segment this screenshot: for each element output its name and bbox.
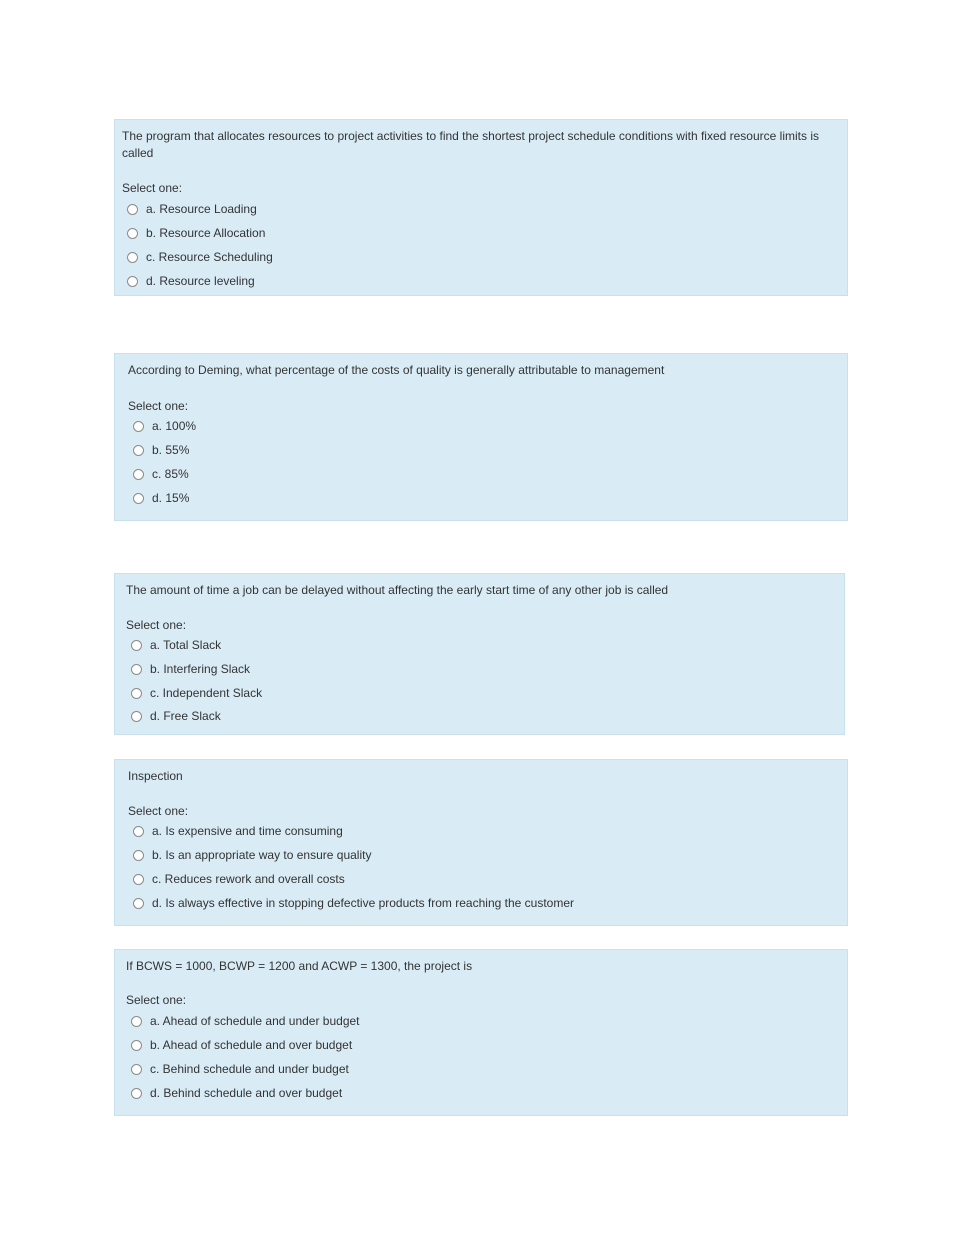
question-card-5: [114, 949, 848, 1116]
radio-button[interactable]: [131, 640, 142, 651]
question-text: The amount of time a job can be delayed without affecting the early start time of any other job is called: [126, 583, 669, 597]
question-card-3: [114, 573, 845, 735]
option-c[interactable]: [131, 685, 262, 701]
option-label: a. 100%: [152, 419, 197, 433]
option-label: d. 15%: [152, 491, 190, 505]
select-one-label: Select one:: [128, 399, 189, 413]
radio-button[interactable]: [133, 874, 144, 885]
select-one-label: Select one:: [126, 618, 187, 632]
option-label: c. Reduces rework and overall costs: [152, 872, 345, 886]
radio-button[interactable]: [127, 276, 138, 287]
question-card-2: [114, 353, 848, 521]
option-label: d. Behind schedule and over budget: [150, 1086, 343, 1100]
option-label: b. 55%: [152, 443, 190, 457]
radio-button[interactable]: [131, 688, 142, 699]
option-b[interactable]: [131, 661, 250, 677]
select-one-label: Select one:: [128, 804, 189, 818]
option-b[interactable]: [131, 1037, 352, 1053]
option-a[interactable]: [127, 201, 257, 217]
option-label: c. Resource Scheduling: [146, 250, 273, 264]
option-label: a. Ahead of schedule and under budget: [150, 1014, 360, 1028]
option-label: d. Resource leveling: [146, 274, 255, 288]
radio-button[interactable]: [131, 1088, 142, 1099]
radio-button[interactable]: [127, 228, 138, 239]
option-label: b. Ahead of schedule and over budget: [150, 1038, 353, 1052]
option-label: c. 85%: [152, 467, 189, 481]
option-label: a. Is expensive and time consuming: [152, 824, 343, 838]
option-b[interactable]: [133, 847, 371, 863]
option-d[interactable]: [131, 708, 221, 724]
question-text: According to Deming, what percentage of the costs of quality is generally attributable to management: [128, 363, 665, 377]
radio-button[interactable]: [131, 1064, 142, 1075]
option-label: a. Resource Loading: [146, 202, 257, 216]
radio-button[interactable]: [127, 252, 138, 263]
option-b[interactable]: [133, 442, 189, 458]
select-one-label: Select one:: [126, 993, 187, 1007]
option-label: d. Free Slack: [150, 709, 221, 723]
option-label: b. Interfering Slack: [150, 662, 251, 676]
question-text: The program that allocates resources to project activities to find the shortest project schedule conditions with fixed resource limits is called: [122, 129, 819, 160]
radio-button[interactable]: [133, 469, 144, 480]
option-d[interactable]: [131, 1085, 342, 1101]
question-text: If BCWS = 1000, BCWP = 1200 and ACWP = 1300, the project is: [126, 959, 473, 973]
question-card-4: [114, 759, 848, 926]
select-one-label: Select one:: [122, 181, 183, 195]
option-label: c. Behind schedule and under budget: [150, 1062, 349, 1076]
radio-button[interactable]: [133, 493, 144, 504]
option-c[interactable]: [133, 466, 189, 482]
option-label: a. Total Slack: [150, 638, 222, 652]
option-c[interactable]: [127, 249, 273, 265]
radio-button[interactable]: [133, 898, 144, 909]
option-label: b. Is an appropriate way to ensure quality: [152, 848, 372, 862]
option-d[interactable]: [133, 895, 574, 911]
option-b[interactable]: [127, 225, 265, 241]
radio-button[interactable]: [131, 711, 142, 722]
radio-button[interactable]: [131, 664, 142, 675]
radio-button[interactable]: [133, 421, 144, 432]
option-a[interactable]: [133, 418, 196, 434]
question-card-1: [114, 119, 848, 296]
radio-button[interactable]: [131, 1040, 142, 1051]
question-text: Inspection: [128, 769, 183, 783]
option-d[interactable]: [133, 490, 189, 506]
radio-button[interactable]: [133, 445, 144, 456]
option-c[interactable]: [131, 1061, 349, 1077]
option-a[interactable]: [131, 1013, 360, 1029]
option-label: c. Independent Slack: [150, 686, 263, 700]
radio-button[interactable]: [127, 204, 138, 215]
radio-button[interactable]: [133, 826, 144, 837]
option-a[interactable]: [133, 823, 343, 839]
option-c[interactable]: [133, 871, 345, 887]
radio-button[interactable]: [133, 850, 144, 861]
option-label: b. Resource Allocation: [146, 226, 266, 240]
option-a[interactable]: [131, 637, 221, 653]
option-d[interactable]: [127, 273, 255, 289]
radio-button[interactable]: [131, 1016, 142, 1027]
option-label: d. Is always effective in stopping defective products from reaching the customer: [152, 896, 574, 910]
